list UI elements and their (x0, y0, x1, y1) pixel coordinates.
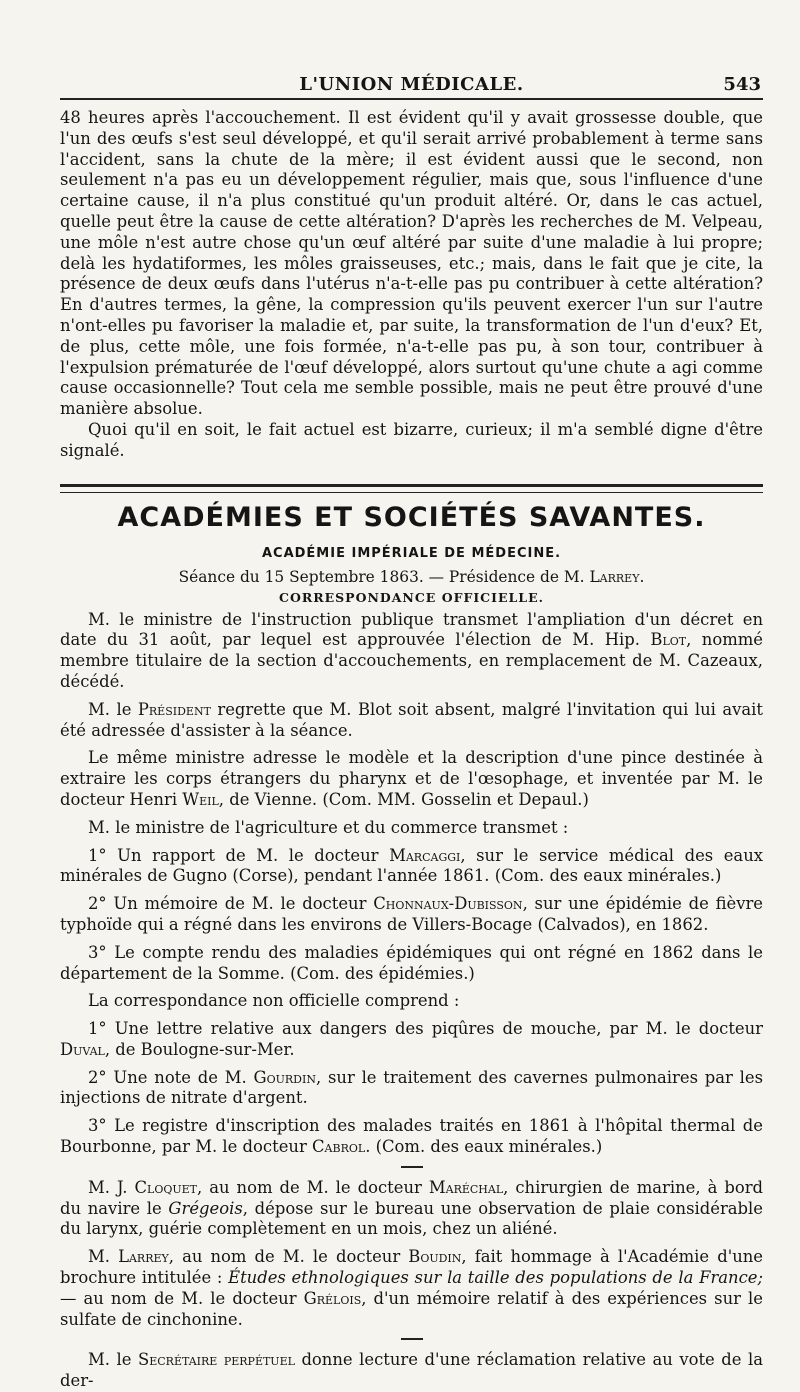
seance-line (60, 567, 763, 587)
intro-paragraph: 48 heures après l'accouchement. Il est évident qu'il y avait grossesse double, que l'un des œufs s'est seul développé, et qu'il serait arrivé probablement à terme sans l'accident, sans la chute de la mère; il est évident aussi que le second, non seulement n'a pas eu un développement régulier, mais que, sous l'influence d'une certaine cause, il n'a plus constitué qu'un produit altéré. Or, dans le cas actuel, quelle peut être la cause de cette altération? D'après les recherches de M. Velpeau, une môle n'est autre chose qu'un œuf altéré par suite d'une maladie à lui propre; delà les hydatiformes, les môles graisseuses, etc.; mais, dans le fait que je cite, la présence de deux œufs dans l'utérus n'a-t-elle pas pu contribuer à cette altération? En d'autres termes, la gêne, la compression qu'ils peuvent exercer l'un sur l'autre n'ont-elles pu favoriser la maladie et, par suite, la transformation de l'un d'eux? Et, de plus, cette môle, une fois formée, n'a-t-elle pas pu, à son tour, contribuer à l'expulsion prématurée de l'œuf développé, alors surtout qu'une chute a agi comme cause occasionnelle? Tout cela me semble possible, mais ne peut être prouvé d'une manière absolue. (60, 108, 763, 419)
paragraph-larrey: M. Larrey, au nom de M. le docteur Boudin, fait hommage à l'Académie d'une brochure intitulée : Études ethnologiques sur la taille des populations de la France; — au nom de M. le docteur Grélois, d'un mémoire relatif à des expériences sur le sulfate de cinchonine. (60, 1247, 764, 1329)
paragraph-registre: 3° Le registre d'inscription des malades traités en 1861 à l'hôpital thermal de Bourbonne, par M. le docteur Cabrol. (Com. des eaux minérales.) (60, 1116, 763, 1157)
paragraph-secretaire: M. le Secrétaire perpétuel donne lecture d'une réclamation relative au vote de la der- (60, 1350, 763, 1391)
intro-closing-paragraph: Quoi qu'il en soit, le fait actuel est bizarre, curieux; il m'a semblé digne d'être signalé. (60, 419, 763, 460)
section-divider (60, 484, 763, 493)
correspondance-title: CORRESPONDANCE OFFICIELLE. (279, 589, 544, 605)
separator-dash (401, 1166, 423, 1168)
paragraph-cloquet: M. J. Cloquet, au nom de M. le docteur Maréchal, chirurgien de marine, à bord du navire le Grégeois, dépose sur le bureau une observation de plaie considérable du larynx, guérie complètement en un mois, chez un aliéné. (60, 1177, 764, 1239)
seance-president: Larrey (589, 567, 640, 586)
paragraph-president: M. le Président regrette que M. Blot soit absent, malgré l'invitation qui lui avait été adressée d'assister à la séance. (60, 699, 763, 740)
separator-dash-2 (401, 1338, 423, 1340)
journal-title: L'UNION MÉDICALE. (299, 74, 524, 95)
paragraph-item-2: 2° Un mémoire de M. le docteur Chonnaux-Dubisson, sur une épidémie de fièvre typhoïde qui a régné dans les environs de Villers-Bocage (Calvados), en 1862. (60, 894, 763, 934)
academy-title: ACADÉMIE IMPÉRIALE DE MÉDECINE. (261, 545, 562, 561)
paragraph-non-official: La correspondance non officielle comprend : (88, 991, 460, 1011)
page-header (60, 64, 763, 100)
page (60, 64, 763, 1392)
page-number: 543 (723, 74, 761, 95)
paragraph-decree: M. le ministre de l'instruction publique transmet l'ampliation d'un décret en date du 31 août, par lequel est approuvée l'élection de M. Hip. Blot, nommé membre titulaire de la section d'accouchements, en remplacement de M. Cazeaux, décédé. (60, 609, 763, 691)
paragraph-agriculture: M. le ministre de l'agriculture et du commerce transmet : (88, 817, 569, 837)
paragraph-item-3: 3° Le compte rendu des maladies épidémiques qui ont régné en 1862 dans le département de la Somme. (Com. des épidémies.) (60, 942, 763, 983)
seance-suffix: . (639, 567, 645, 586)
seance-prefix: Séance du 15 Septembre 1863. — Présidence de M. (178, 567, 590, 586)
section-title: ACADÉMIES ET SOCIÉTÉS SAVANTES. (117, 501, 706, 533)
paragraph-letter: 1° Une lettre relative aux dangers des piqûres de mouche, par M. le docteur Duval, de Boulogne-sur-Mer. (60, 1019, 763, 1059)
paragraph-pince: Le même ministre adresse le modèle et la description d'une pince destinée à extraire les corps étrangers du pharynx et de l'œsophage, et inventée par M. le docteur Henri Weil, de Vienne. (Com. MM. Gosselin et Depaul.) (60, 748, 763, 809)
paragraph-note: 2° Une note de M. Gourdin, sur le traitement des cavernes pulmonaires par les injections de nitrate d'argent. (60, 1067, 764, 1108)
paragraph-item-1: 1° Un rapport de M. le docteur Marcaggi, sur le service médical des eaux minérales de Gugno (Corse), pendant l'année 1861. (Com. des eaux minérales.) (60, 845, 763, 886)
